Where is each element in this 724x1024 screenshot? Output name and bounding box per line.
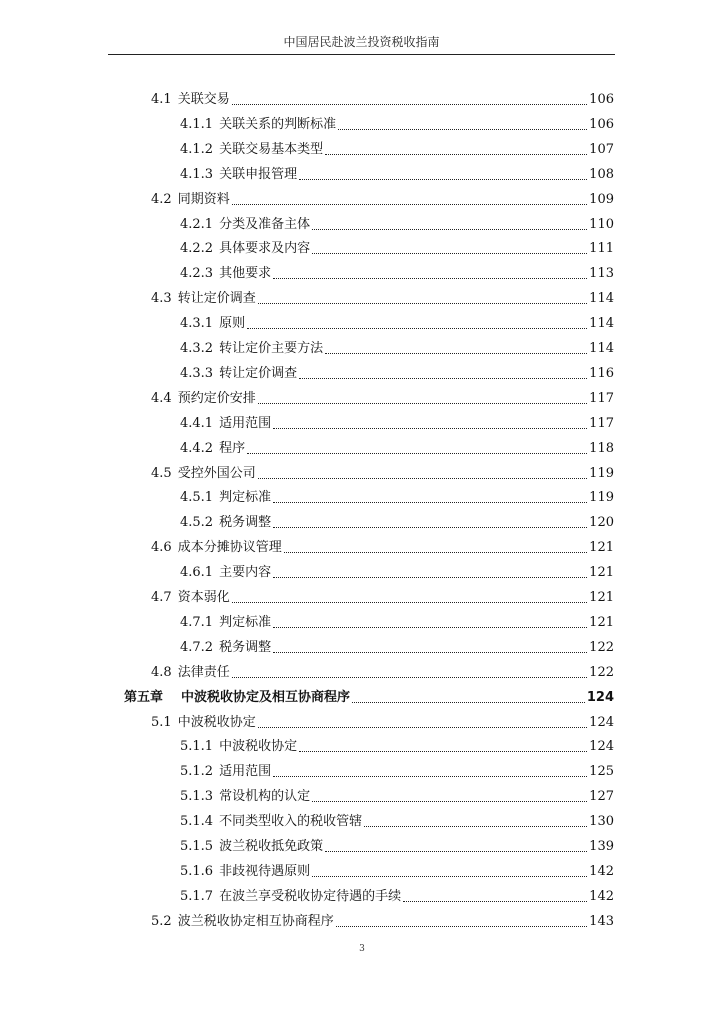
toc-entry-number: 5.1.5 xyxy=(180,839,214,854)
toc-entry[interactable] xyxy=(180,609,614,631)
toc-dot-leader xyxy=(232,103,587,105)
toc-entry[interactable] xyxy=(180,833,614,855)
toc-entry-number: 4.3.1 xyxy=(180,316,214,332)
toc-entry-number: 5.1 xyxy=(151,714,172,730)
toc-entry[interactable] xyxy=(180,161,614,183)
page-number: 3 xyxy=(359,944,365,954)
toc-dot-leader xyxy=(336,925,587,927)
toc-entry-title: 不同类型收入的税收管辖 xyxy=(219,814,363,830)
toc-dot-leader xyxy=(273,775,587,777)
toc-entry[interactable] xyxy=(151,709,614,731)
toc-entry-number: 4.3.2 xyxy=(180,341,214,356)
toc-entry-number: 4.1.3 xyxy=(180,166,214,182)
toc-entry[interactable] xyxy=(151,385,614,407)
toc-entry-title: 关联关系的判断标准 xyxy=(219,116,337,132)
toc-entry-page: 142 xyxy=(589,888,614,904)
toc-entry-number: 4.1 xyxy=(151,92,172,107)
toc-entry-page: 142 xyxy=(589,863,614,879)
toc-dot-leader xyxy=(232,601,587,603)
toc-dot-leader xyxy=(273,651,587,653)
toc-entry[interactable] xyxy=(180,335,614,357)
toc-entry-number: 5.1.2 xyxy=(180,764,214,780)
toc-dot-leader xyxy=(258,477,587,479)
toc-entry-title: 非歧视待遇原则 xyxy=(219,863,311,879)
toc-entry-page: 116 xyxy=(589,365,614,381)
toc-dot-leader xyxy=(299,750,587,752)
toc-dot-leader xyxy=(273,526,587,528)
toc-entry-title: 预约定价安排 xyxy=(177,390,256,406)
toc-dot-leader xyxy=(299,377,587,379)
toc-entry-page: 107 xyxy=(589,141,614,157)
toc-entry-page: 121 xyxy=(589,614,614,630)
toc-entry-number: 4.1.2 xyxy=(180,141,214,157)
toc-entry-number: 4.3 xyxy=(151,291,172,307)
toc-entry-page: 110 xyxy=(589,216,614,232)
toc-entry[interactable] xyxy=(180,111,614,133)
toc-entry[interactable] xyxy=(151,186,614,208)
toc-entry-page: 111 xyxy=(589,241,614,257)
toc-entry-number: 4.8 xyxy=(151,664,172,680)
toc-entry-title: 中波税收协定及相互协商程序 xyxy=(181,689,351,705)
toc-entry[interactable] xyxy=(180,260,614,282)
toc-dot-leader xyxy=(258,402,587,404)
toc-entry-number: 第五章 xyxy=(124,689,164,705)
toc-entry-number: 4.5.1 xyxy=(180,490,214,506)
toc-entry-title: 法律责任 xyxy=(177,664,230,680)
toc-entry-number: 4.7 xyxy=(151,590,172,605)
toc-entry-title: 关联交易基本类型 xyxy=(219,141,324,157)
toc-entry[interactable] xyxy=(151,908,614,930)
toc-entry-page: 124 xyxy=(589,714,614,730)
toc-entry-number: 5.1.1 xyxy=(180,739,214,755)
toc-dot-leader xyxy=(325,352,587,354)
toc-dot-leader xyxy=(258,302,587,304)
toc-entry-title: 判定标准 xyxy=(219,490,272,506)
toc-entry-number: 5.1.3 xyxy=(180,789,214,805)
toc-dot-leader xyxy=(312,252,587,254)
toc-entry-title: 主要内容 xyxy=(219,565,272,581)
toc-entry[interactable] xyxy=(180,758,614,780)
toc-dot-leader xyxy=(312,800,587,802)
toc-entry[interactable] xyxy=(151,86,614,108)
toc-entry-page: 119 xyxy=(589,490,614,506)
toc-dot-leader xyxy=(273,427,587,429)
toc-entry-title: 在波兰享受税收协定待遇的手续 xyxy=(219,888,402,904)
toc-entry-page: 117 xyxy=(589,390,614,406)
running-header: 中国居民赴波兰投资税收指南 xyxy=(108,30,615,55)
toc-entry-page: 143 xyxy=(589,913,614,929)
toc-entry-page: 122 xyxy=(589,664,614,680)
toc-entry-title: 转让定价主要方法 xyxy=(219,341,324,356)
toc-entry-page: 118 xyxy=(589,440,614,456)
toc-dot-leader xyxy=(352,701,585,703)
toc-entry-page: 117 xyxy=(589,415,614,431)
toc-entry-title: 波兰税收抵免政策 xyxy=(219,839,324,854)
toc-entry-number: 4.4.2 xyxy=(180,440,214,456)
toc-entry-page: 124 xyxy=(589,739,614,755)
toc-entry-title: 转让定价调查 xyxy=(177,291,256,307)
toc-dot-leader xyxy=(338,128,587,130)
toc-entry-title: 波兰税收协定相互协商程序 xyxy=(177,913,334,929)
toc-entry-page: 120 xyxy=(589,515,614,531)
toc-entry-number: 5.1.4 xyxy=(180,814,214,830)
toc-entry[interactable] xyxy=(180,235,614,257)
toc-entry-page: 124 xyxy=(586,689,614,705)
toc-entry-page: 109 xyxy=(589,191,614,207)
toc-entry-number: 4.6.1 xyxy=(180,565,214,581)
toc-entry-title: 税务调整 xyxy=(219,639,272,655)
toc-entry[interactable] xyxy=(180,360,614,382)
toc-dot-leader xyxy=(312,875,587,877)
toc-entry-title: 中波税收协定 xyxy=(177,714,256,730)
toc-dot-leader xyxy=(325,153,587,155)
toc-dot-leader xyxy=(258,726,587,728)
toc-dot-leader xyxy=(232,676,587,678)
toc-entry-page: 108 xyxy=(589,166,614,182)
toc-dot-leader xyxy=(364,825,587,827)
toc-entry-page: 114 xyxy=(589,341,614,356)
toc-entry-page: 122 xyxy=(589,639,614,655)
toc-entry[interactable] xyxy=(151,460,614,482)
toc-dot-leader xyxy=(247,327,587,329)
toc-entry-title: 税务调整 xyxy=(219,515,272,531)
toc-entry-page: 106 xyxy=(589,92,614,107)
toc-entry-title: 中波税收协定 xyxy=(219,739,298,755)
toc-entry-page: 130 xyxy=(589,814,614,830)
toc-entry-page: 106 xyxy=(589,116,614,132)
toc-entry[interactable] xyxy=(180,435,614,457)
toc-entry-title: 适用范围 xyxy=(219,764,272,780)
toc-entry-number: 4.3.3 xyxy=(180,365,214,381)
toc-entry-number: 4.6 xyxy=(151,540,172,556)
toc-entry-number: 4.2.1 xyxy=(180,216,214,232)
toc-dot-leader xyxy=(232,203,587,205)
toc-entry[interactable] xyxy=(180,883,614,905)
toc-entry[interactable] xyxy=(180,733,614,755)
toc-entry-number: 4.1.1 xyxy=(180,116,214,132)
toc-entry-title: 分类及准备主体 xyxy=(219,216,311,232)
toc-entry-title: 原则 xyxy=(219,316,246,332)
toc-entry[interactable] xyxy=(180,410,614,432)
toc-entry-number: 5.2 xyxy=(151,913,172,929)
toc-entry[interactable] xyxy=(180,783,614,805)
toc-entry-number: 5.1.7 xyxy=(180,888,214,904)
toc-dot-leader xyxy=(273,576,587,578)
toc-entry[interactable] xyxy=(180,136,614,158)
toc-entry-page: 121 xyxy=(589,540,614,556)
toc-chapter-entry[interactable] xyxy=(124,684,614,706)
toc-entry[interactable] xyxy=(180,484,614,506)
toc-dot-leader xyxy=(273,277,587,279)
toc-entry-page: 125 xyxy=(589,764,614,780)
toc-entry-number: 4.5 xyxy=(151,465,172,481)
toc-entry-page: 119 xyxy=(589,465,614,481)
toc-entry-title: 常设机构的认定 xyxy=(219,789,311,805)
toc-entry[interactable] xyxy=(180,559,614,581)
toc-entry[interactable] xyxy=(180,509,614,531)
toc-entry-page: 113 xyxy=(589,266,614,282)
toc-entry-title: 同期资料 xyxy=(177,191,230,207)
toc-entry-title: 资本弱化 xyxy=(177,590,230,605)
toc-dot-leader xyxy=(403,900,587,902)
toc-entry-number: 4.4 xyxy=(151,390,172,406)
toc-entry-page: 139 xyxy=(589,839,614,854)
toc-entry[interactable] xyxy=(151,584,614,606)
toc-entry-number: 4.7.2 xyxy=(180,639,214,655)
toc-entry-page: 127 xyxy=(589,789,614,805)
toc-entry-page: 121 xyxy=(589,590,614,605)
toc-dot-leader xyxy=(312,228,587,230)
toc-entry-page: 121 xyxy=(589,565,614,581)
toc-entry-title: 转让定价调查 xyxy=(219,365,298,381)
toc-entry[interactable] xyxy=(151,534,614,556)
toc-entry-number: 4.5.2 xyxy=(180,515,214,531)
toc-dot-leader xyxy=(247,452,587,454)
toc-entry-number: 4.2.2 xyxy=(180,241,214,257)
toc-entry-title: 关联申报管理 xyxy=(219,166,298,182)
toc-entry[interactable] xyxy=(180,211,614,233)
toc-entry-page: 114 xyxy=(589,291,614,307)
toc-entry[interactable] xyxy=(151,659,614,681)
toc-entry-number: 4.4.1 xyxy=(180,415,214,431)
toc-entry-number: 5.1.6 xyxy=(180,863,214,879)
toc-entry[interactable] xyxy=(180,808,614,830)
toc-dot-leader xyxy=(273,501,587,503)
toc-entry-number: 4.2.3 xyxy=(180,266,214,282)
toc-entry-title: 其他要求 xyxy=(219,266,272,282)
toc-dot-leader xyxy=(284,551,587,553)
toc-entry-number: 4.7.1 xyxy=(180,614,214,630)
toc-entry-number: 4.2 xyxy=(151,191,172,207)
toc-entry-page: 114 xyxy=(589,316,614,332)
toc-entry-title: 受控外国公司 xyxy=(177,465,256,481)
toc-entry-title: 适用范围 xyxy=(219,415,272,431)
toc-entry-title: 程序 xyxy=(219,440,246,456)
toc-entry-title: 成本分摊协议管理 xyxy=(177,540,282,556)
toc-entry-title: 具体要求及内容 xyxy=(219,241,311,257)
toc-entry-title: 关联交易 xyxy=(177,92,230,107)
toc-entry-title: 判定标准 xyxy=(219,614,272,630)
toc-dot-leader xyxy=(299,178,587,180)
toc-entry[interactable] xyxy=(180,858,614,880)
toc-dot-leader xyxy=(273,626,587,628)
toc-dot-leader xyxy=(325,850,587,852)
toc-entry[interactable] xyxy=(180,634,614,656)
toc-entry[interactable] xyxy=(151,285,614,307)
toc-entry[interactable] xyxy=(180,310,614,332)
